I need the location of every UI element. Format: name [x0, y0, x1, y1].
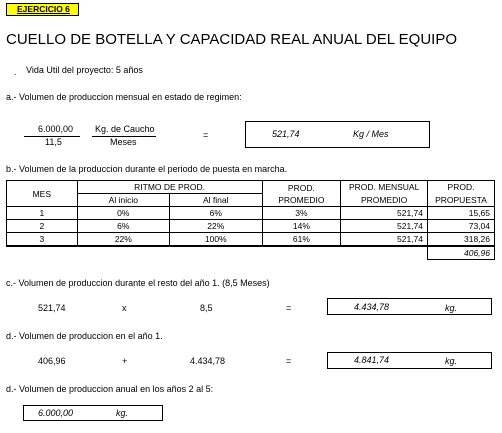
section-b-label: b.- Volumen de la produccion durante el periodo de puesta en marcha.: [6, 164, 288, 174]
cell-final: 22%: [170, 220, 262, 233]
d1-value-a: 406,96: [38, 356, 66, 366]
table-subheader-row: [7, 194, 495, 207]
col-prod-mensual-2: PROMEDIO: [341, 194, 428, 207]
section-c-label: c.- Volumen de produccion durante el resto del año 1. (8,5 Meses): [6, 278, 270, 288]
unit-top: Kg. de Caucho: [95, 124, 155, 134]
cell-mensual: 521,74: [341, 233, 428, 247]
d1-operator: +: [122, 356, 128, 366]
cell-mes: 3: [7, 233, 78, 247]
section-d2-label: d.- Volumen de produccion anual en los años 2 al 5:: [6, 384, 214, 394]
cell-propuesta: 15,65: [428, 207, 495, 220]
cell-mes: 1: [7, 207, 78, 220]
c-operator: x: [122, 303, 127, 313]
col-prod-propuesta-1: PROD.: [428, 181, 495, 194]
c-value-b: 8,5: [200, 303, 213, 313]
d2-result: 6.000,00: [38, 408, 74, 418]
d1-value-b: 4.434,78: [190, 356, 226, 366]
result-box-d1: [327, 352, 492, 369]
table-row: [7, 207, 495, 220]
d1-result: 4.841,74: [354, 355, 390, 365]
d1-equals: =: [286, 356, 292, 366]
cell-inicio: 0%: [77, 207, 169, 220]
c-equals: =: [286, 303, 292, 313]
vida-util-text: Vida Util del proyecto: 5 años: [26, 65, 143, 75]
table-row: [7, 220, 495, 233]
cell-promedio: 14%: [262, 220, 341, 233]
cell-inicio: 22%: [77, 233, 169, 247]
section-d1-label: d.- Volumen de produccion en el año 1.: [6, 331, 163, 341]
cell-final: 6%: [170, 207, 262, 220]
cell-propuesta: 73,04: [428, 220, 495, 233]
d2-unit: kg.: [116, 408, 129, 418]
production-table: [6, 180, 495, 260]
c-unit: kg.: [445, 303, 458, 313]
equals-a: =: [203, 130, 209, 140]
d1-unit: kg.: [445, 356, 458, 366]
cell-final: 100%: [170, 233, 262, 247]
section-a-label: a.- Volumen de produccion mensual en estado de regimen:: [6, 92, 242, 102]
table-row: [7, 233, 495, 247]
table-header-row: [7, 181, 495, 194]
denominator: 11,5: [45, 137, 62, 147]
cell-total: 406,96: [428, 246, 495, 260]
numerator: 6.000,00: [38, 124, 74, 134]
cell-inicio: 6%: [77, 220, 169, 233]
exercise-label: EJERCICIO 6: [6, 3, 79, 16]
result-box-c: [327, 298, 492, 315]
cell-mes: 2: [7, 220, 78, 233]
cell-mensual: 521,74: [341, 207, 428, 220]
c-value-a: 521,74: [38, 303, 66, 313]
bullet: .: [14, 67, 17, 77]
page-title: CUELLO DE BOTELLA Y CAPACIDAD REAL ANUAL DEL EQUIPO: [6, 31, 457, 48]
cell-propuesta: 318,26: [428, 233, 495, 247]
col-prod-propuesta-2: PROPUESTA: [428, 194, 495, 207]
result-unit-a: Kg / Mes: [353, 129, 389, 139]
table-total-row: [7, 246, 495, 260]
c-result: 4.434,78: [354, 302, 390, 312]
unit-bottom: Meses: [110, 137, 137, 147]
cell-promedio: 61%: [262, 233, 341, 247]
cell-mensual: 521,74: [341, 220, 428, 233]
col-prod-mensual-1: PROD. MENSUAL: [341, 181, 428, 194]
col-prod-promedio: PROD. PROMEDIO: [262, 181, 341, 207]
col-ritmo: RITMO DE PROD.: [77, 181, 262, 194]
cell-promedio: 3%: [262, 207, 341, 220]
col-al-inicio: Al inicio: [77, 194, 169, 207]
col-mes: MES: [7, 181, 78, 207]
col-al-final: Al final: [170, 194, 262, 207]
result-a: 521,74: [272, 129, 300, 139]
